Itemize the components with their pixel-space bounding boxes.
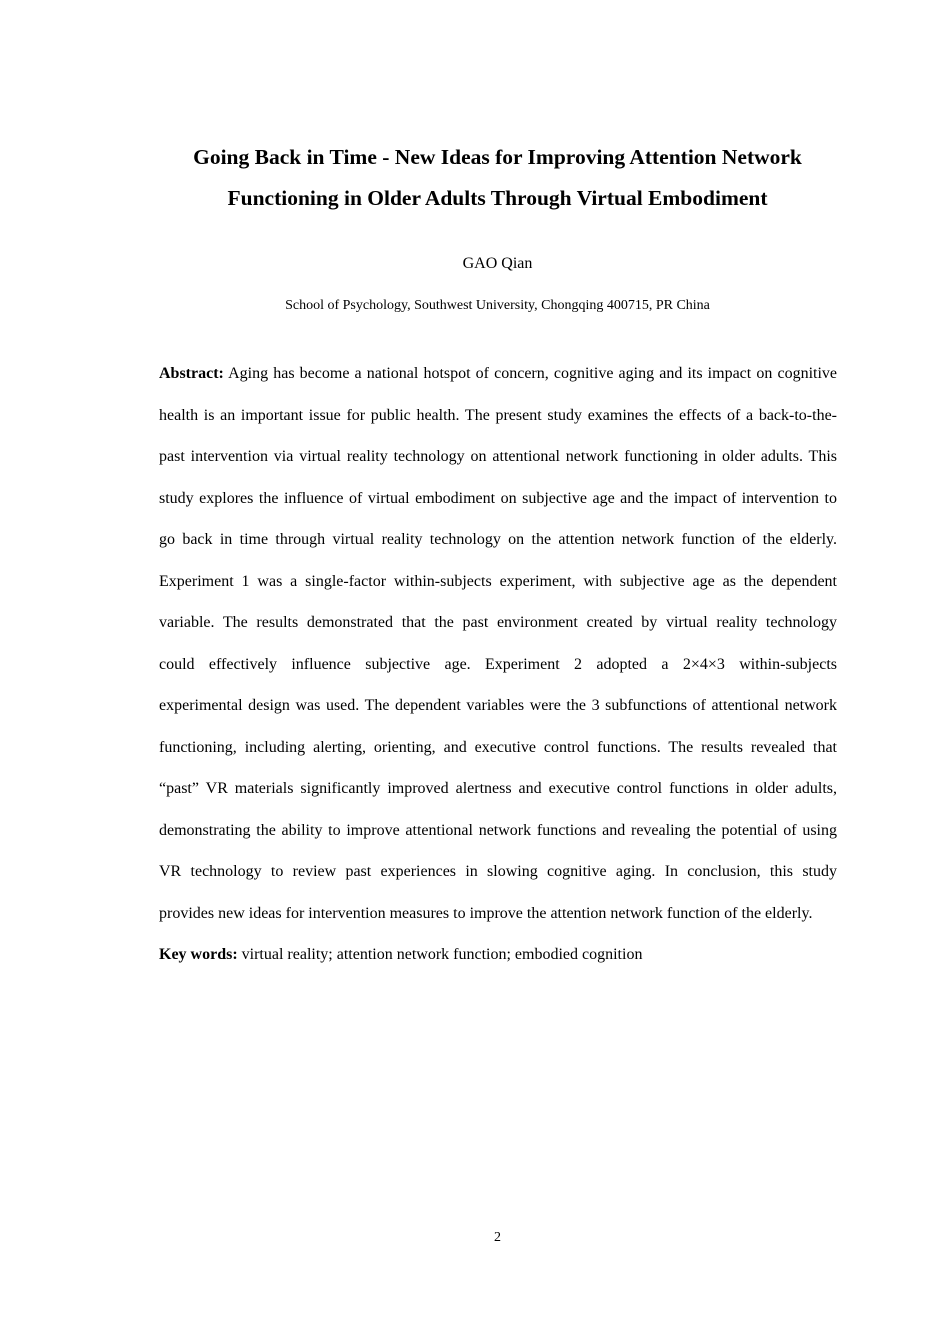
abstract-line: functioning, including alerting, orienting, and executive control functions. The results revealed that [159, 738, 837, 756]
keywords [159, 934, 837, 976]
author-affiliation: School of Psychology, Southwest University, Chongqing 400715, PR China [285, 298, 710, 313]
abstract-line: VR technology to review past experiences in slowing cognitive aging. In conclusion, this study [159, 863, 837, 880]
keywords-label: Key words: [159, 946, 238, 963]
abstract-line: provides new ideas for intervention measures to improve the attention network function of the elderly. [159, 904, 813, 922]
abstract-line: demonstrating the ability to improve attentional network functions and revealing the potential of using [159, 821, 837, 839]
abstract-line: variable. The results demonstrated that the past environment created by virtual reality technology [159, 614, 837, 631]
title-line-1: Going Back in Time - New Ideas for Improving Attention Network [193, 145, 802, 169]
abstract-line-text: Aging has become a national hotspot of concern, cognitive aging and its impact on cognitive [223, 365, 837, 382]
keywords-text: virtual reality; attention network function; embodied cognition [237, 946, 643, 963]
abstract-label: Abstract: [159, 365, 224, 382]
abstract-line: go back in time through virtual reality technology on the attention network function of the elderly. [159, 531, 837, 548]
title-line-2: Functioning in Older Adults Through Virtual Embodiment [227, 186, 768, 210]
paper-title [110, 137, 885, 219]
abstract-line: “past” VR materials significantly improved alertness and executive control functions in older adults, [159, 780, 837, 797]
abstract-line: experimental design was used. The dependent variables were the 3 subfunctions of attentional network [159, 697, 837, 714]
abstract-line: could effectively influence subjective age. Experiment 2 adopted a 2×4×3 within-subjects [159, 655, 837, 673]
abstract-line [159, 353, 837, 395]
abstract [159, 353, 837, 934]
author-name: GAO Qian [462, 255, 533, 272]
page-number: 2 [494, 1230, 501, 1245]
abstract-line: Experiment 1 was a single-factor within-subjects experiment, with subjective age as the dependent [159, 572, 837, 590]
abstract-line: past intervention via virtual reality technology on attentional network functioning in older adults. This [159, 448, 837, 465]
abstract-line: health is an important issue for public health. The present study examines the effects of a back-to-the- [159, 406, 837, 424]
abstract-line: study explores the influence of virtual embodiment on subjective age and the impact of intervention to [159, 489, 837, 507]
